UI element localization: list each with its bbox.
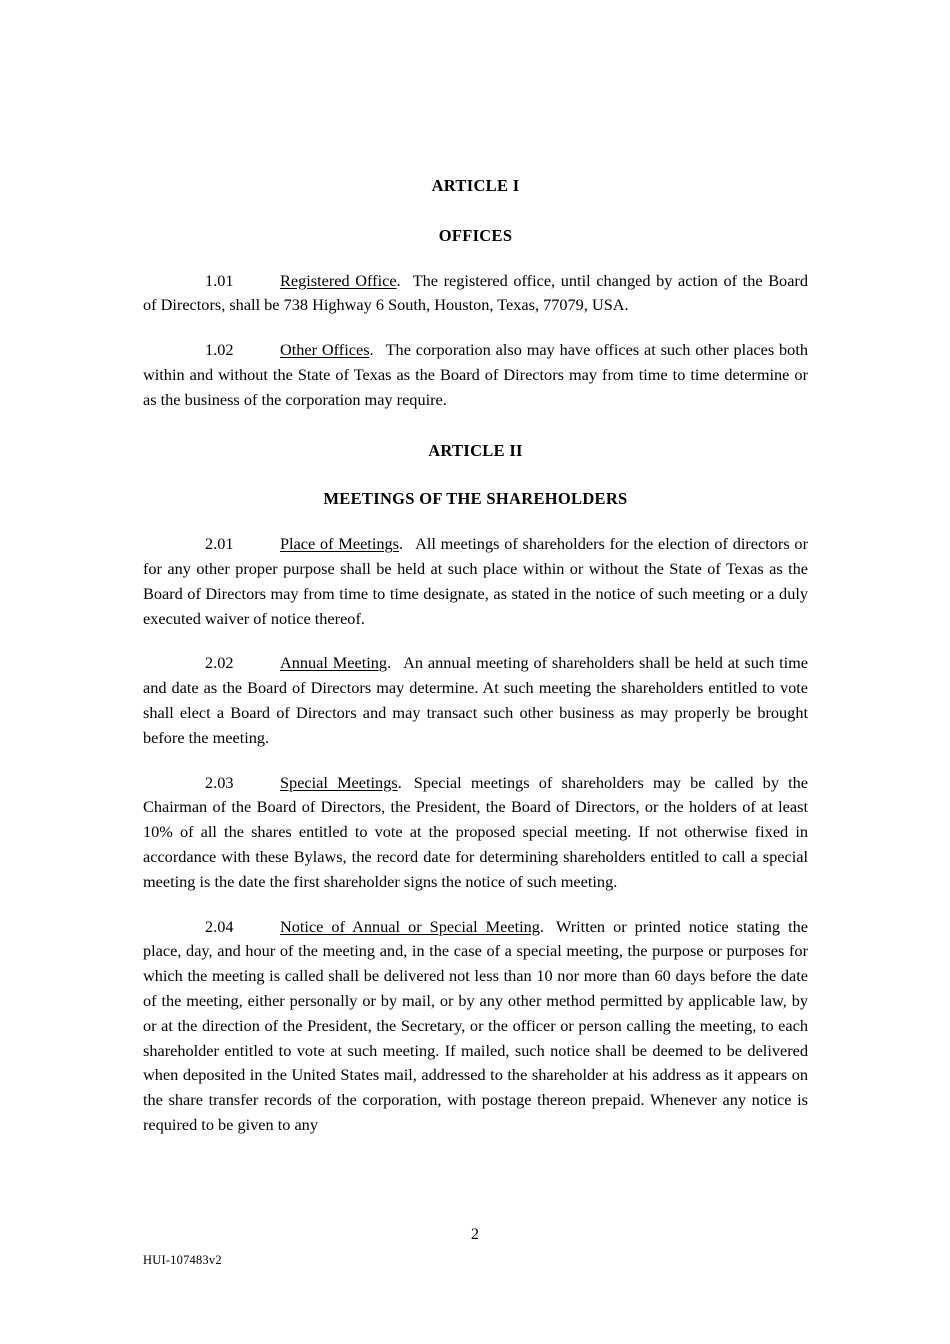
section-number-2-04: 2.04 (205, 916, 234, 936)
section-title-period-2-04: . (539, 916, 544, 936)
section-title-1-01: Registered Office (280, 270, 397, 290)
section-paragraph-2-02 (143, 651, 808, 750)
page-content (143, 0, 808, 1138)
section-title-1-02: Other Offices (280, 340, 370, 360)
section-paragraph-2-04 (143, 915, 808, 1138)
section-number-2-02: 2.02 (205, 653, 234, 673)
section-body-2-04: Written or printed notice stating the place, day, and hour of the meeting and, in the case of a special meeting, the purpose or purposes for which the meeting is called shall be delivered not less than 10 nor more than 60 days before the date of the meeting, either personally or by mail, or by any other method permitted by applicable law, by or at the direction of the President, the Secretary, or the officer or person calling the meeting, to each shareholder entitled to vote at such meeting. If mailed, such notice shall be deemed to be delivered when deposited in the United States mail, addressed to the shareholder at his address as it appears on the share transfer records of the corporation, with postage thereon prepaid. Whenever any notice is required to be given to any (143, 916, 808, 1134)
section-paragraph-2-03 (143, 771, 808, 895)
section-body-2-01: All meetings of shareholders for the election of directors or for any other proper purpose shall be held at such place within or without the State of Texas as the Board of Directors may from time to time designate, as stated in the notice of such meeting or a duly executed waiver of notice thereof. (143, 534, 808, 628)
section-paragraph-2-01 (143, 532, 808, 631)
section-title-2-02: Annual Meeting (280, 653, 388, 673)
section-body-2-03: Special meetings of shareholders may be called by the Chairman of the Board of Directors, the President, the Board of Directors, or the holders of at least 10% of all the shares entitled to vote at the proposed special meeting. If not otherwise fixed in accordance with these Bylaws, the record date for determining shareholders entitled to call a special meeting is the date the first shareholder signs the notice of such meeting. (143, 772, 809, 891)
section-body-1-02: The corporation also may have offices at such other places both within and without the State of Texas as the Board of Directors may from time to time determine or as the business of the corporation may require. (143, 340, 808, 409)
section-number-1-02: 1.02 (205, 340, 234, 360)
section-number-2-01: 2.01 (205, 534, 234, 554)
section-body-1-01: The registered office, until changed by action of the Board of Directors, shall be 738 Highway 6 South, Houston, Texas, 77079, USA. (143, 270, 808, 315)
section-body-2-02: An annual meeting of shareholders shall be held at such time and date as the Board of Directors may determine. At such meeting the shareholders entitled to vote shall elect a Board of Directors and may transact such other business as may properly be brought before the meeting. (143, 653, 809, 747)
article-subheading-1: OFFICES (438, 225, 513, 245)
section-title-2-03: Special Meetings (280, 772, 398, 792)
document-id-footer: HUI-107483v2 (143, 1253, 222, 1267)
page-number: 2 (470, 1224, 480, 1243)
section-paragraph-1-01 (143, 269, 808, 319)
section-number-1-01: 1.01 (205, 270, 234, 290)
section-title-2-04: Notice of Annual or Special Meeting (280, 916, 540, 936)
section-paragraph-1-02 (143, 338, 808, 412)
section-title-period-1-01: . (396, 270, 401, 290)
section-title-period-2-03: . (397, 772, 402, 792)
section-title-period-2-02: . (387, 653, 392, 673)
article-subheading-2: MEETINGS OF THE SHAREHOLDERS (323, 489, 628, 509)
article-heading-2: ARTICLE II (428, 440, 523, 460)
section-title-period-1-02: . (369, 340, 374, 360)
article-heading-1: ARTICLE I (431, 176, 520, 195)
section-title-2-01: Place of Meetings (280, 534, 399, 554)
section-title-period-2-01: . (398, 534, 404, 554)
section-number-2-03: 2.03 (205, 772, 234, 792)
